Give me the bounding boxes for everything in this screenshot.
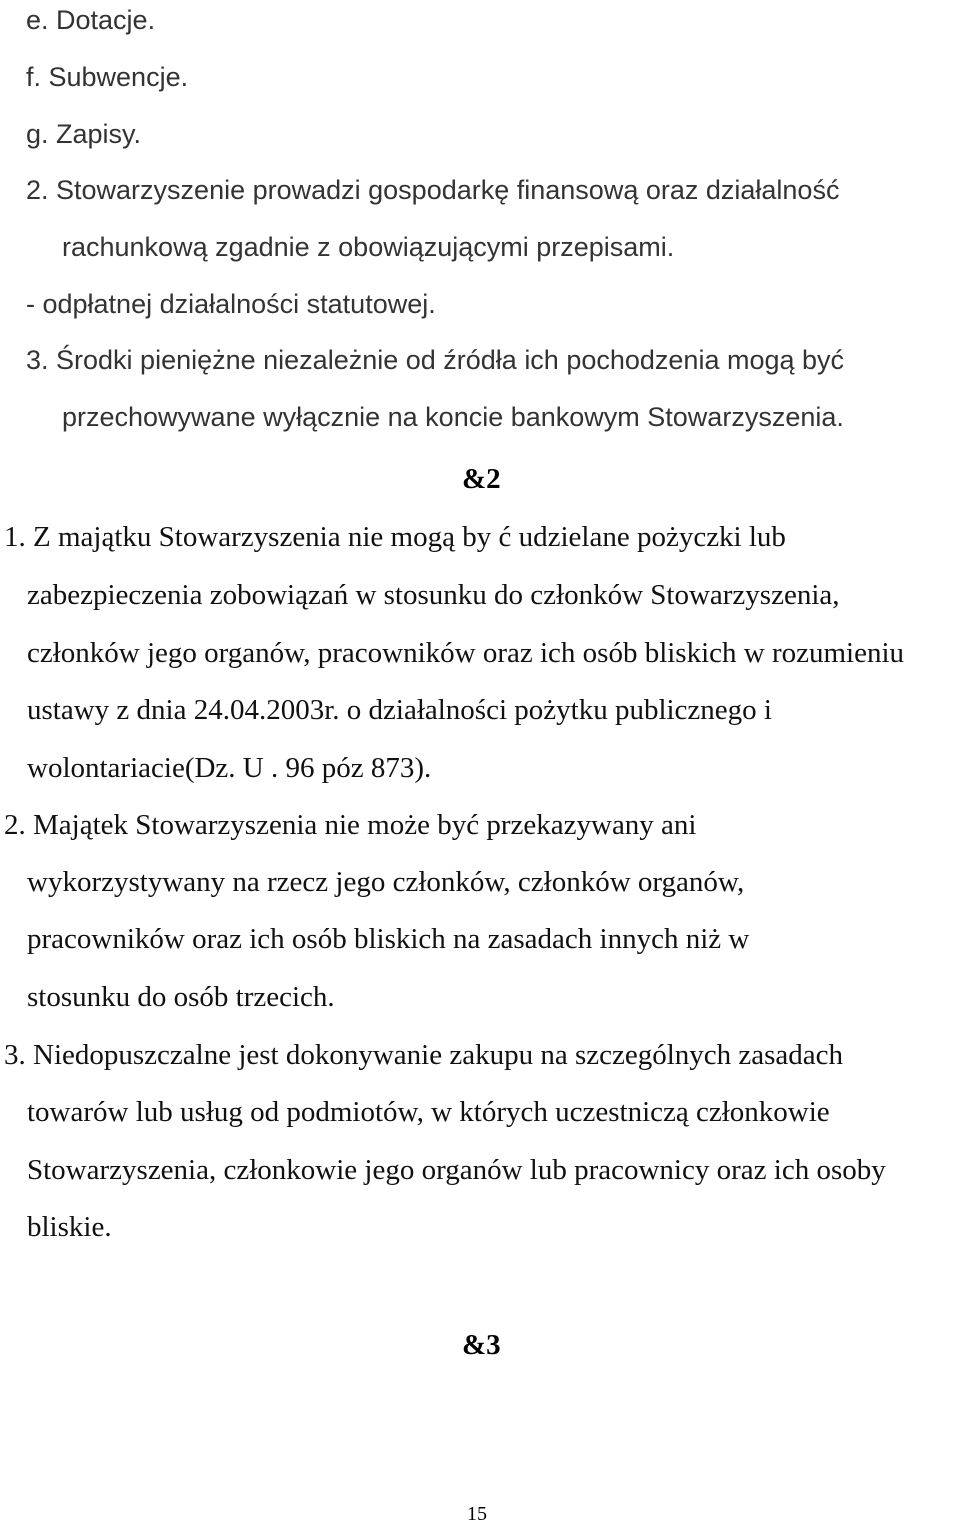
paragraph-3-line-2: przechowywane wyłącznie na koncie bankowym Stowarzyszenia. [62,402,844,432]
paragraph-3-line-1: 3. Środki pieniężne niezależnie od źródła ich pochodzenia mogą być [26,345,845,375]
s2-point-2-line-3: pracowników oraz ich osób bliskich na zasadach innych niż w [27,923,750,955]
s2-point-1-line-5: wolontariacie(Dz. U . 96 póz 873). [27,752,432,784]
paragraph-2-line-1: 2. Stowarzyszenie prowadzi gospodarkę finansową oraz działalność [26,175,840,205]
s2-point-3-line-2: towarów lub usług od podmiotów, w których uczestniczą członkowie [27,1096,830,1128]
s2-point-2-line-2: wykorzystywany na rzecz jego członków, członków organów, [27,866,745,898]
s2-point-1-line-3: członków jego organów, pracowników oraz ich osób bliskich w rozumieniu [27,637,905,669]
s2-point-2-line-4: stosunku do osób trzecich. [27,981,335,1013]
s2-point-3-line-3: Stowarzyszenia, członkowie jego organów lub pracownicy oraz ich osoby [27,1154,886,1186]
s2-point-1-line-2: zabezpieczenia zobowiązań w stosunku do członków Stowarzyszenia, [27,579,840,611]
note-line: - odpłatnej działalności statutowej. [26,289,436,319]
list-item-g: g. Zapisy. [26,119,142,149]
s2-point-1-line-1: 1. Z majątku Stowarzyszenia nie mogą by ć udzielane pożyczki lub [4,521,786,553]
section-heading-3: &3 [462,1329,501,1361]
s2-point-1-line-4: ustawy z dnia 24.04.2003r. o działalności pożytku publicznego i [27,694,772,726]
s2-point-2-line-1: 2. Majątek Stowarzyszenia nie może być przekazywany ani [4,809,697,841]
list-item-f: f. Subwencje. [26,62,189,92]
page-number: 15 [467,1503,487,1525]
section-heading-2: &2 [462,463,501,495]
s2-point-3-line-4: bliskie. [27,1211,112,1243]
list-item-e: e. Dotacje. [26,5,156,35]
paragraph-2-line-2: rachunkową zgadnie z obowiązującymi przepisami. [62,232,675,262]
s2-point-3-line-1: 3. Niedopuszczalne jest dokonywanie zakupu na szczególnych zasadach [4,1039,844,1071]
